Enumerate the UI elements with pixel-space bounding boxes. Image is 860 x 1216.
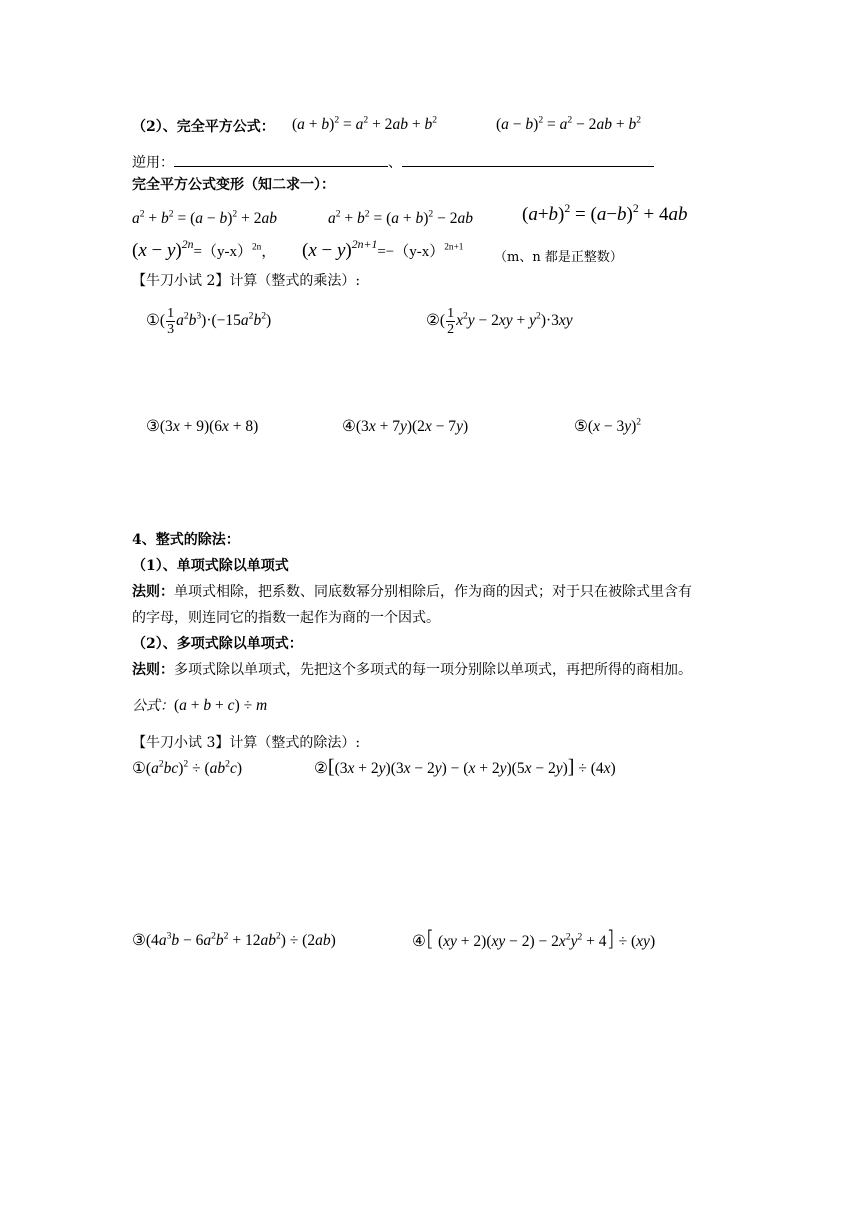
division-sub2-title: （2）、多项式除以单项式： <box>132 636 303 652</box>
quiz2-title: 【牛刀小试 2】计算（整式的乘法）: <box>132 273 361 289</box>
division-rule1-line1 <box>132 583 692 601</box>
quiz3-problem-4: ④[ $(xy + 2)(xy - 2) - 2x^2y^2 + 4] \div (xy)$ <box>412 927 656 951</box>
perfect-square-formula-2: $(a - b)^2 = a^2 - 2ab + b^2$ <box>496 114 641 133</box>
transform-formula-1: $a^2 + b^2 = (a - b)^2 + 2ab$ <box>132 208 277 227</box>
rule2-label: 法则： <box>132 662 174 678</box>
quiz3-title: 【牛刀小试 3】计算（整式的除法）: <box>132 735 361 751</box>
rule1-text-1: 单项式相除，把系数、同底数幂分别相除后，作为商的因式；对于只在被除式里含有 <box>174 584 692 600</box>
rule2-text: 多项式除以单项式，先把这个多项式的每一项分别除以单项式，再把所得的商相加。 <box>174 662 692 678</box>
division-section-title: 4、整式的除法： <box>132 532 240 548</box>
transform-formula-3: $(a+b)^2 = (a-b)^2 + 4ab$ <box>522 201 688 225</box>
formula-label: 公式： <box>132 698 174 714</box>
reverse-use-line <box>132 152 654 172</box>
reverse-separator: 、 <box>388 155 402 171</box>
power-formula-odd: $(x - y)^{2n+1}=-(y-x)^{2n+1}$ <box>302 237 464 261</box>
quiz2-problem-3: ③(3x + 9)(6x + 8) <box>146 418 259 435</box>
perfect-square-label: （2）、完全平方公式： <box>132 119 275 135</box>
quiz2-problem-4: ④(3x + 7y)(2x − 7y) <box>342 418 469 435</box>
power-formula-note: （m、n 都是正整数） <box>494 250 623 265</box>
perfect-square-line <box>132 118 275 136</box>
quiz3-problem-2: ②[(3x + 2y)(3x − 2y) − (x + 2y)(5x − 2y)] ÷ (4x) <box>314 756 616 778</box>
reverse-blank-1[interactable] <box>174 152 388 167</box>
transform-title: 完全平方公式变形（知二求一）： <box>132 177 335 193</box>
power-formula-even: $(x - y)^{2n}=(y-x)^{2n}$， <box>132 237 277 261</box>
reverse-blank-2[interactable] <box>402 152 654 167</box>
division-formula-line <box>132 697 267 715</box>
division-formula: (a + b + c) ÷ m <box>174 697 268 714</box>
transform-formula-2: $a^2 + b^2 = (a + b)^2 - 2ab$ <box>328 208 473 227</box>
quiz3-problem-1: $①(a^2bc)^2 \div (ab^2c)$ <box>132 758 242 777</box>
quiz2-problem-5: ⑤(x − 3y)$^2$ <box>574 416 642 435</box>
division-rule1-line2: 的字母，则连同它的指数一起作为商的一个因式。 <box>132 610 440 626</box>
quiz3-problem-3: $③(4a^3b - 6a^2b^2 + 12ab^2) \div (2ab)$ <box>132 930 336 949</box>
division-sub1-title: （1）、单项式除以单项式 <box>132 558 289 574</box>
reverse-use-label: 逆用： <box>132 155 174 171</box>
quiz2-problem-1: ①( $\frac{1}{3}$ $a^2b^3)\cdot(-15a^2b^2)$ <box>146 305 272 337</box>
fraction-one-third: $\frac{1}{3}$ <box>167 305 175 337</box>
fraction-one-half: $\frac{1}{2}$ <box>447 305 455 337</box>
quiz2-problem-2: ②( $\frac{1}{2}$ $x^2y - 2xy + y^2)\cdot 3xy$ <box>426 305 573 337</box>
perfect-square-formula-1: $(a + b)^2 = a^2 + 2ab + b^2$ <box>292 114 437 133</box>
division-rule2-line <box>132 661 692 679</box>
rule1-label: 法则： <box>132 584 174 600</box>
